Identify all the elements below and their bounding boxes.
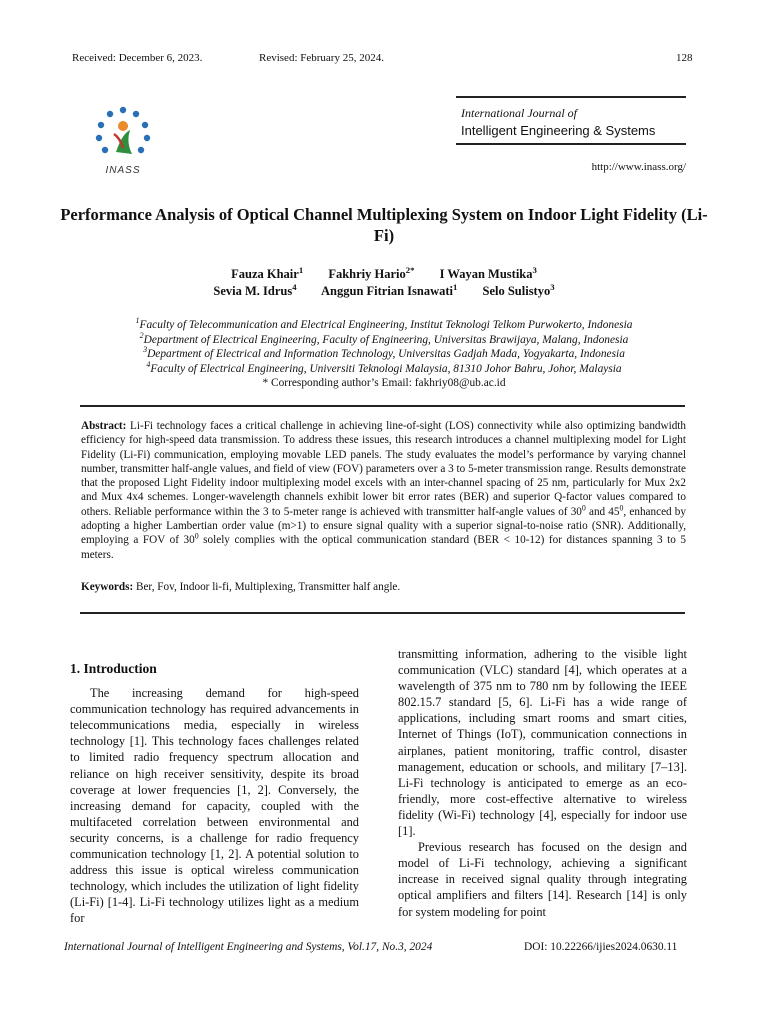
affiliation-number: 3	[143, 345, 148, 355]
section-heading: 1. Introduction	[70, 661, 157, 676]
logo-text: INASS	[105, 165, 141, 176]
author-list	[60, 266, 708, 300]
journal-rule-bottom	[456, 143, 686, 145]
abstract-text: , enhanced by adopting a higher Lambertian order value (m>1) to ensure signal quality with a superior signal-to-noise ratio (SNR). Additionally, employing a FOV of 30	[81, 505, 686, 547]
affiliation	[60, 330, 708, 348]
author-affil: 1	[453, 281, 458, 292]
paragraph: transmitting information, adhering to the visible light communication (VLC) standard [4], which operates at a wavelength of 375 nm to 780 nm by following the IEEE 802.15.7 standard [5, 6]. Li-Fi has a wide range of applications, including smart rooms and smart cities, Internet of Things (IoT), communication connections in airplanes, patient monitoring, traffic control, disaster management, education or schools, and military [7–13]. Li-Fi technology is anticipated to emerge as an eco-friendly, more cost-effective alternative to wireless fidelity (Wi-Fi) technology [4], especially for indoor use [1].	[398, 647, 687, 839]
degree-sup: 0	[194, 531, 199, 541]
page-number: 128	[676, 52, 693, 64]
journal-url[interactable]: http://www.inass.org/	[591, 161, 686, 173]
paragraph: Previous research has focused on the design and model of Li-Fi technology, achieving a significant increase in received signal quality through integrating optical amplifiers and filters [14]. Research [14] is only for system modeling for point	[398, 840, 687, 919]
footer-journal: International Journal of Intelligent Engineering and Systems, Vol.17, No.3, 2024	[64, 941, 433, 953]
column-left	[70, 661, 359, 927]
affiliation	[60, 359, 708, 377]
inass-logo-icon	[92, 104, 154, 162]
affiliation-text: Faculty of Telecommunication and Electrical Engineering, Institut Teknologi Telkom Purwokerto, Indonesia	[139, 319, 633, 331]
affiliations	[60, 318, 708, 391]
keywords-label: Keywords:	[81, 581, 134, 593]
keywords-text: Ber, Fov, Indoor li-fi, Multiplexing, Transmitter half angle.	[133, 581, 401, 593]
affiliation-number: 4	[146, 359, 151, 369]
footer-doi[interactable]: DOI: 10.22266/ijies2024.0630.11	[524, 941, 678, 953]
degree-sup: 0	[581, 503, 586, 513]
author-affil: 1	[298, 264, 304, 275]
affiliation	[60, 347, 708, 362]
author-affil: 4	[292, 281, 297, 292]
affiliation-number: 1	[135, 316, 140, 326]
abstract-top-rule	[80, 405, 685, 407]
inass-logo	[92, 104, 154, 174]
abstract-text: solely complies with the optical communication standard (BER < 10-12) for distances spanning 3 to 5 meters.	[81, 534, 686, 561]
author-affil: 3	[550, 281, 555, 292]
keywords	[81, 580, 686, 594]
journal-branding	[456, 96, 686, 173]
author-name: Selo Sulistyo	[482, 284, 551, 298]
author-name: Fauza Khair	[231, 267, 299, 281]
abstract-label: Abstract:	[81, 420, 127, 432]
received-date: Received: December 6, 2023.	[72, 52, 203, 64]
affiliation-number: 2	[139, 330, 144, 340]
journal-name-line1: International Journal of	[461, 106, 577, 120]
paragraph: The increasing demand for high-speed communication technology has required advancements in telecommunications media, especially in wireless technology [1]. This technology faces challenges related to limited radio frequency spectrum allocation and reliance on high receiver sensitivity, despite its broad coverage at lower frequencies [1, 2]. Conversely, the increasing demand for capacity, coupled with the multifaceted correlation between environmental and security concerns, is a challenge for radio frequency communication technology [1, 2]. A potential solution to address this issue is optical wireless communication technology, which includes the utilization of light fidelity (Li-Fi) [1-4]. Li-Fi technology utilizes light as a medium for	[70, 686, 359, 926]
abstract-text: Li-Fi technology faces a critical challenge in achieving line-of-sight (LOS) connectivity while also optimizing bandwidth efficiency for high-speed data transmission. To address these issues, this research introduces a channel multiplexing model for Light Fidelity (Li-Fi) communication, employing movable LED panels. The study evaluates the model’s performance by varying channel number, transmitter half-angle values, and field of view (FOV) parameters over a 3 to 5-meter transmission range. Results demonstrate that the proposed Light Fidelity indoor multiplexing model excels with an inter-channel spacing of 25 nm, particularly for Mux 2x2 and Mux 4x4 schemes. Longer-wavelength channels exhibit lower bit error rates (BER) and superior Q-factor values compared to others. Reliable performance within the 3 to 5-meter range is achieved with transmitter half-angle values of 30	[81, 420, 686, 518]
abstract-text: and 45	[585, 505, 620, 518]
affiliation-text: Department of Electrical and Information Technology, Universitas Gadjah Mada, Yogyakarta, Indonesia	[147, 348, 625, 360]
revised-date: Revised: February 25, 2024.	[259, 52, 384, 64]
column-right	[398, 646, 687, 920]
author-name: Sevia M. Idrus	[213, 284, 293, 298]
degree-sup: 0	[619, 503, 624, 513]
paper-title: Performance Analysis of Optical Channel Multiplexing System on Indoor Light Fidelity (Li-Fi)	[60, 205, 708, 245]
corresponding-author: * Corresponding author’s Email: fakhriy08@ub.ac.id	[262, 377, 506, 389]
author-affil: 2*	[405, 264, 415, 275]
affiliation-text: Faculty of Electrical Engineering, Universiti Teknologi Malaysia, 81310 Johor Bahru, Johor, Malaysia	[150, 362, 622, 375]
journal-rule	[456, 96, 686, 98]
journal-name-line2: Intelligent Engineering & Systems	[461, 123, 656, 138]
affiliation	[60, 318, 708, 333]
abstract-bottom-rule	[80, 612, 685, 614]
author-line-1	[60, 266, 708, 283]
author-name: I Wayan Mustika	[439, 267, 533, 281]
author-name: Fakhriy Hario	[328, 267, 406, 281]
abstract	[81, 419, 686, 562]
author-line-2	[60, 283, 708, 300]
affiliation-text: Department of Electrical Engineering, Faculty of Engineering, Universitas Brawijaya, Malang, Indonesia	[143, 333, 629, 346]
author-affil: 3	[532, 264, 537, 275]
author-name: Anggun Fitrian Isnawati	[321, 284, 453, 298]
